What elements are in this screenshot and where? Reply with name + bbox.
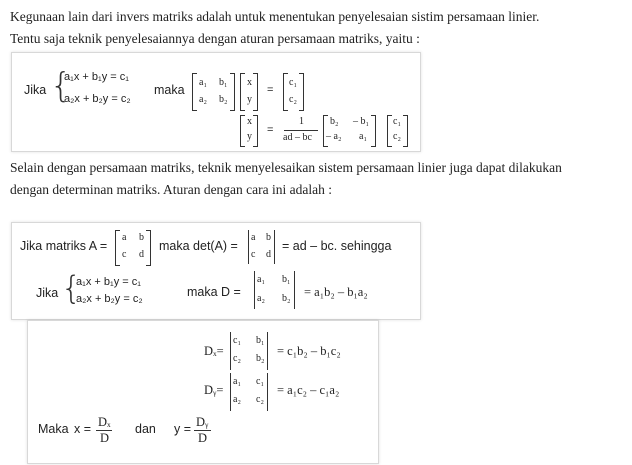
matrix-cell: b₂: [219, 94, 228, 105]
bracket-right: [253, 73, 258, 111]
matrix-cell: d: [266, 249, 271, 260]
Dy-label: Dᵧ=: [204, 383, 224, 397]
left-brace: {: [50, 66, 72, 106]
matrix-cell: b: [266, 232, 271, 243]
matrix-cell: a₁: [199, 77, 207, 88]
matrix-cell: b₁: [219, 77, 228, 88]
matrix-cell: b₁: [256, 335, 265, 346]
matrix-cell: c₂: [289, 94, 297, 105]
matrix-cell: b: [139, 232, 144, 243]
matrix-cell: a₁: [359, 131, 367, 142]
matrix-cell: c₂: [233, 353, 241, 364]
Dx-label: Dₓ=: [204, 344, 224, 358]
intro-line-1: Kegunaan lain dari invers matriks adalah untuk menentukan penyelesaian sistim persamaan linier.: [10, 9, 540, 24]
matrix-cell: c₁: [289, 77, 297, 88]
x-equals: x =: [74, 422, 92, 436]
matrix-cell: c: [122, 249, 127, 260]
bracket-left: [240, 115, 245, 147]
det-result: = ad – bc. sehingga: [282, 239, 392, 253]
equals-sign: =: [267, 124, 274, 136]
matrix-cell: a₂: [257, 293, 265, 304]
bracket-left: [115, 230, 120, 266]
paragraph-2-line-1: Selain dengan persamaan matriks, teknik menyelesaikan sistem persamaan linier juga dapat dilakukan: [10, 160, 562, 175]
matrix-cell: a₂: [233, 394, 241, 405]
det-bar-left: [230, 332, 231, 370]
equation-2: a₂x + b₂y = c₂: [76, 293, 143, 305]
intro-line-2: Tentu saja teknik penyelesaiannya dengan aturan persamaan matriks, yaitu :: [10, 31, 420, 46]
x-denominator: D: [100, 431, 110, 445]
matrix-cell: b₂: [282, 293, 291, 304]
matrix-cell: a₁: [257, 274, 265, 285]
bracket-right: [253, 115, 258, 147]
maka-label: Maka: [38, 422, 69, 436]
x-numerator: Dₓ: [98, 415, 111, 429]
matrix-cell: x: [247, 116, 252, 127]
Dx-result: = c₁b₂ – b₁c₂: [277, 344, 341, 358]
matrix-cell: c₁: [233, 335, 241, 346]
bracket-right: [299, 73, 304, 111]
matrix-cell: a: [251, 232, 256, 243]
bracket-right: [371, 115, 376, 147]
jika-matriks-label: Jika matriks A =: [20, 239, 108, 253]
matrix-cell: b₂: [330, 116, 339, 127]
matrix-cell: – a₂: [326, 131, 342, 142]
matrix-cell: a₁: [233, 376, 241, 387]
matrix-cell: y: [247, 131, 252, 142]
bracket-left: [240, 73, 245, 111]
fraction-denominator: ad – bc: [283, 132, 312, 143]
bracket-right: [230, 73, 235, 111]
det-bar-right: [274, 230, 275, 264]
maka-D-label: maka D =: [187, 285, 241, 299]
det-bar-right: [267, 332, 268, 370]
det-bar-left: [230, 373, 231, 411]
paragraph-2-line-2: dengan determinan matriks. Aturan dengan cara ini adalah :: [10, 182, 333, 197]
y-equals: y =: [174, 422, 192, 436]
jika-label: Jika: [24, 83, 47, 97]
D-result: = a₁b₂ – b₁a₂: [304, 285, 368, 299]
matrix-cell: y: [247, 94, 252, 105]
fraction-numerator: 1: [299, 116, 304, 127]
left-brace: {: [61, 269, 82, 307]
bracket-right: [403, 115, 408, 147]
matrix-cell: c₁: [393, 116, 401, 127]
bracket-left: [387, 115, 392, 147]
matrix-cell: a₂: [199, 94, 207, 105]
equation-2: a₂x + b₂y = c₂: [64, 93, 131, 105]
cramer-box: [27, 320, 379, 464]
fraction-line: [284, 130, 318, 131]
matrix-cell: b₂: [256, 353, 265, 364]
y-denominator: D: [198, 431, 208, 445]
maka-label: maka: [154, 83, 185, 97]
matrix-cell: x: [247, 77, 252, 88]
maka-det-label: maka det(A) =: [159, 239, 238, 253]
matrix-cell: c: [251, 249, 256, 260]
dan-label: dan: [135, 422, 156, 436]
matrix-cell: d: [139, 249, 144, 260]
y-numerator: Dᵧ: [196, 415, 209, 429]
matrix-cell: a: [122, 232, 127, 243]
matrix-cell: c₂: [393, 131, 401, 142]
bracket-right: [146, 230, 151, 266]
det-bar-right: [267, 373, 268, 411]
jika-label: Jika: [36, 286, 59, 300]
det-bar-left: [248, 230, 249, 264]
matrix-cell: – b₁: [353, 116, 369, 127]
equation-1: a₁x + b₁y = c₁: [64, 71, 129, 83]
matrix-cell: b₁: [282, 274, 291, 285]
bracket-left: [283, 73, 288, 111]
matrix-cell: c₁: [256, 376, 264, 387]
Dy-result: = a₁c₂ – c₁a₂: [277, 383, 340, 397]
determinant-box: [11, 222, 421, 320]
matrix-equation-box: [11, 52, 421, 152]
matrix-cell: c₂: [256, 394, 264, 405]
bracket-left: [192, 73, 197, 111]
det-bar-right: [294, 271, 295, 309]
equation-1: a₁x + b₁y = c₁: [76, 276, 141, 288]
equals-sign: =: [267, 84, 274, 96]
det-bar-left: [254, 271, 255, 309]
